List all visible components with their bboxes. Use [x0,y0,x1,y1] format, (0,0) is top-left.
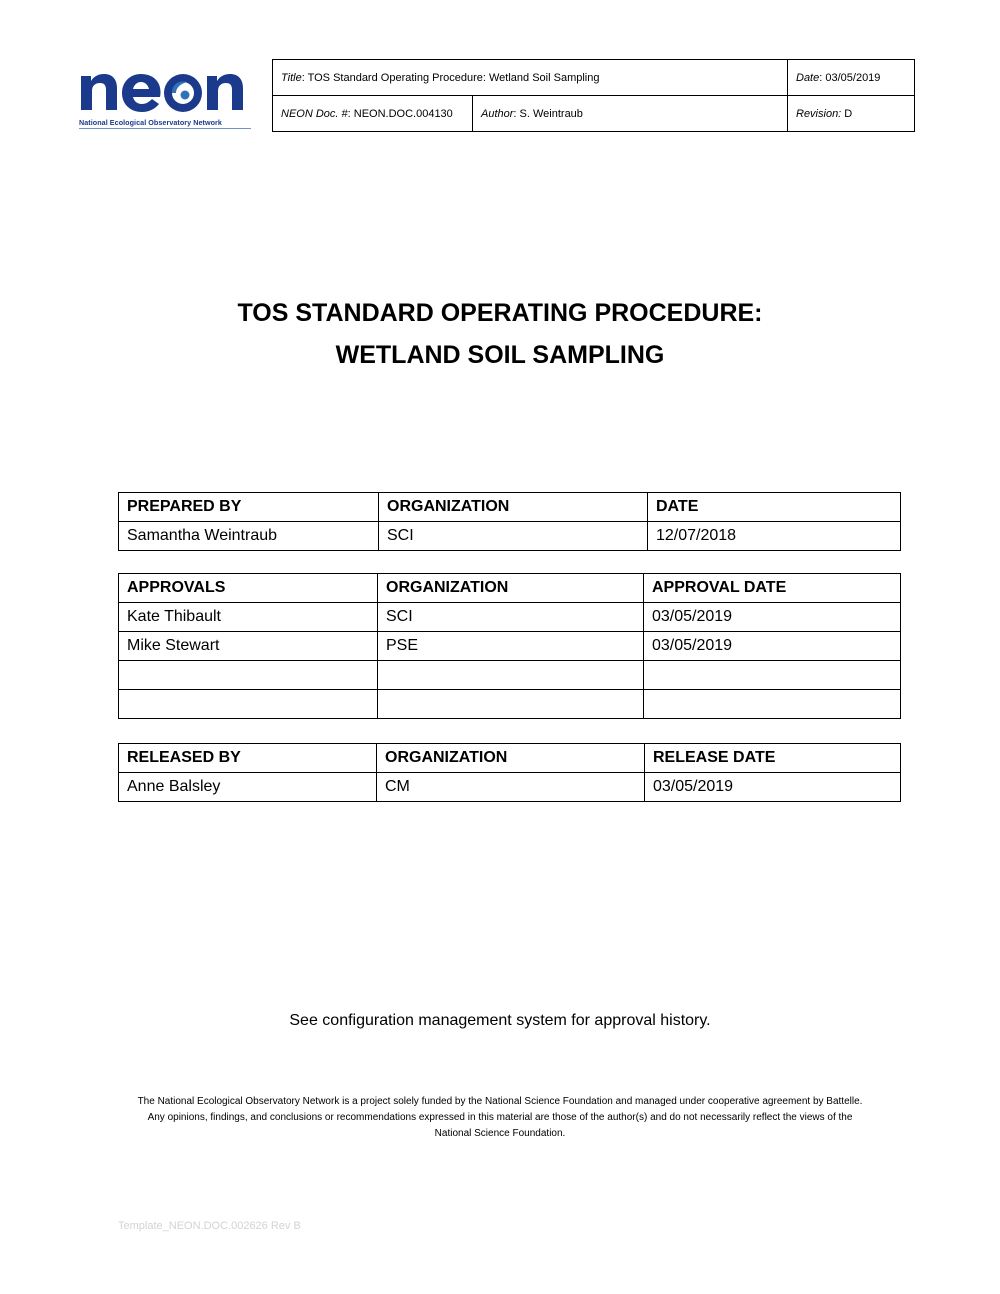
approvals-header-name: APPROVALS [119,574,378,603]
funding-disclaimer [110,1094,890,1142]
disclaimer-line-2: Any opinions, findings, and conclusions or recommendations expressed in this material are those of the author(s) and do not necessarily reflect the views of the [147,1112,853,1123]
header-author-value: : S. Weintraub [513,107,583,120]
table-row [119,690,901,719]
header-title-cell [273,60,788,96]
approver-org: SCI [378,603,644,632]
release-date: 03/05/2019 [645,773,901,802]
prepared-by-table [118,492,901,551]
header-revision-cell [788,96,915,132]
released-header-date: RELEASE DATE [645,744,901,773]
header-doc-value: : NEON.DOC.004130 [347,107,453,120]
header-doc-cell [273,96,473,132]
approval-date [644,690,901,719]
released-org: CM [377,773,645,802]
header-title-label: Title [281,71,302,84]
approval-date: 03/05/2019 [644,603,901,632]
approver-org: PSE [378,632,644,661]
released-by-table [118,743,901,802]
header-title-value: : TOS Standard Operating Procedure: Wetland Soil Sampling [301,71,600,84]
released-header-row [119,744,901,773]
approver-name: Mike Stewart [119,632,378,661]
title-line-1: TOS STANDARD OPERATING PROCEDURE: [237,299,763,327]
header-date-value: : 03/05/2019 [819,71,881,84]
approver-org [378,661,644,690]
header-revision-value: D [841,107,853,120]
prepared-header-name: PREPARED BY [119,493,379,522]
approver-org [378,690,644,719]
table-row [119,603,901,632]
title-line-2: WETLAND SOIL SAMPLING [335,341,665,369]
prepared-header-row [119,493,901,522]
approvals-table [118,573,901,719]
approvals-header-date: APPROVAL DATE [644,574,901,603]
neon-logo [79,62,251,132]
table-row [119,632,901,661]
logo-subtitle: National Ecological Observatory Network [79,118,222,127]
table-row [119,661,901,690]
released-header-org: ORGANIZATION [377,744,645,773]
header-date-cell [788,60,915,96]
approvals-header-row [119,574,901,603]
document-header-table [272,59,915,132]
template-identifier: Template_NEON.DOC.002626 Rev B [118,1220,301,1232]
approver-name: Kate Thibault [119,603,378,632]
released-name: Anne Balsley [119,773,377,802]
prepared-header-date: DATE [648,493,901,522]
header-revision-label: Revision: [796,107,842,120]
header-author-label: Author [481,107,514,120]
released-header-name: RELEASED BY [119,744,377,773]
disclaimer-line-3: National Science Foundation. [434,1128,566,1139]
disclaimer-line-1: The National Ecological Observatory Network is a project solely funded by the National Science Foundation and managed under cooperative agreement by Battelle. [137,1096,863,1107]
approval-history-note: See configuration management system for approval history. [289,1012,711,1029]
prepared-date: 12/07/2018 [648,522,901,551]
logo-underline [79,128,251,129]
approver-name [119,661,378,690]
approval-date: 03/05/2019 [644,632,901,661]
document-title [0,292,1000,376]
header-date-label: Date [796,71,820,84]
prepared-header-org: ORGANIZATION [379,493,648,522]
approval-date [644,661,901,690]
neon-wordmark [79,62,251,114]
header-author-cell [473,96,788,132]
prepared-org: SCI [379,522,648,551]
prepared-name: Samantha Weintraub [119,522,379,551]
header-doc-label: NEON Doc. # [281,107,348,120]
approvals-header-org: ORGANIZATION [378,574,644,603]
table-row [119,522,901,551]
approver-name [119,690,378,719]
table-row [119,773,901,802]
